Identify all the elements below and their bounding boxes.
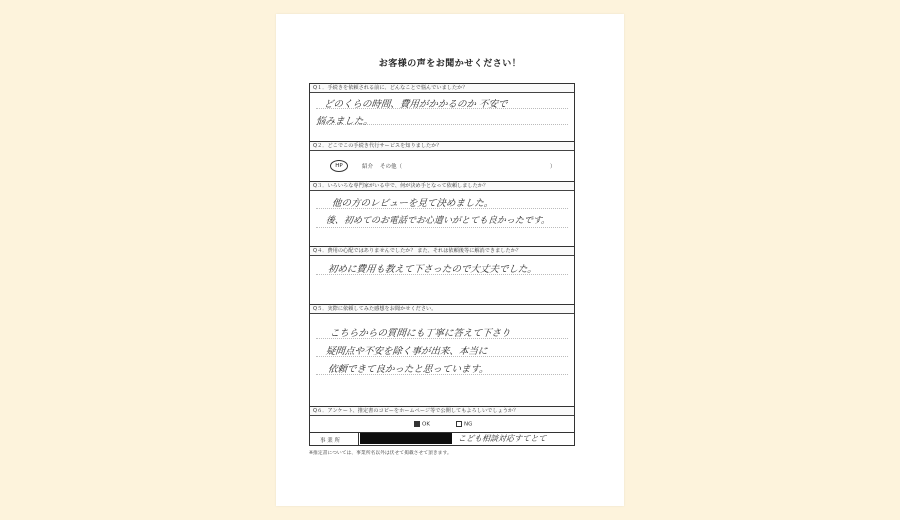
office-name: こども相談対応すてとて	[457, 434, 547, 443]
q3-answer-line-2: 後、初めてのお電話でお心遣いがとても良かったです。	[325, 216, 551, 226]
q5-answer-line-2: 疑問点や不安を除く事が出来、本当に	[325, 346, 488, 357]
q4-question: Q４．費用の心配ではありませんでしたか？ また、それは依頼後等に解消できましたか？	[310, 247, 574, 256]
q2-question: Q２．どこでこの手続き代行サービスを知りましたか？	[310, 142, 574, 151]
q5-answer-line-1: こちらからの質問にも丁寧に答えて下さり	[329, 328, 511, 339]
other-option: その他（	[380, 164, 403, 170]
ok-option	[414, 421, 430, 428]
q4-answer-line-1: 初めに費用も教えて下さったので大丈夫でした。	[327, 264, 538, 275]
office-label: 事 業 所	[320, 438, 340, 444]
hp-option-circled: HP	[330, 160, 348, 172]
ok-checkbox-checked	[414, 421, 420, 427]
q1-answer-line-2: 悩みました。	[315, 116, 374, 127]
footnote: ※推定書については、事業所名以外は伏せて掲載させて頂きます。	[309, 451, 452, 456]
q1-answer-line-1: どのくらの時間、費用がかかるのか 不安で	[323, 99, 508, 110]
q3-answer-line-1: 他の方のレビューを見て決めました。	[331, 198, 494, 209]
survey-title: お客様の声をお聞かせください！	[378, 59, 522, 69]
ng-label: NG	[464, 421, 473, 428]
ok-label: OK	[422, 421, 430, 428]
q3-question: Q３．いろいろな専門家がいる中で、何が決め手となって依頼しましたか？	[310, 182, 574, 191]
other-option-close: ）	[550, 164, 556, 170]
q5-answer-line-3: 依頼できて良かったと思っています。	[327, 364, 490, 375]
ng-checkbox	[456, 421, 462, 427]
intro-option: 紹介	[362, 164, 374, 170]
redaction-bar	[360, 433, 452, 444]
survey-form	[309, 83, 575, 446]
q3-rule-2	[316, 227, 568, 228]
q1-question: Q１．手続きを依頼される前に、どんなことで悩んでいましたか？	[310, 84, 574, 93]
q6-question: Q６．アンケート、推定書のコピーをホームページ等で公開してもよろしいでしょうか？	[310, 407, 574, 416]
ng-option	[456, 421, 472, 428]
q5-question: Q５．実際に依頼してみた感想をお聞かせください。	[310, 305, 574, 314]
